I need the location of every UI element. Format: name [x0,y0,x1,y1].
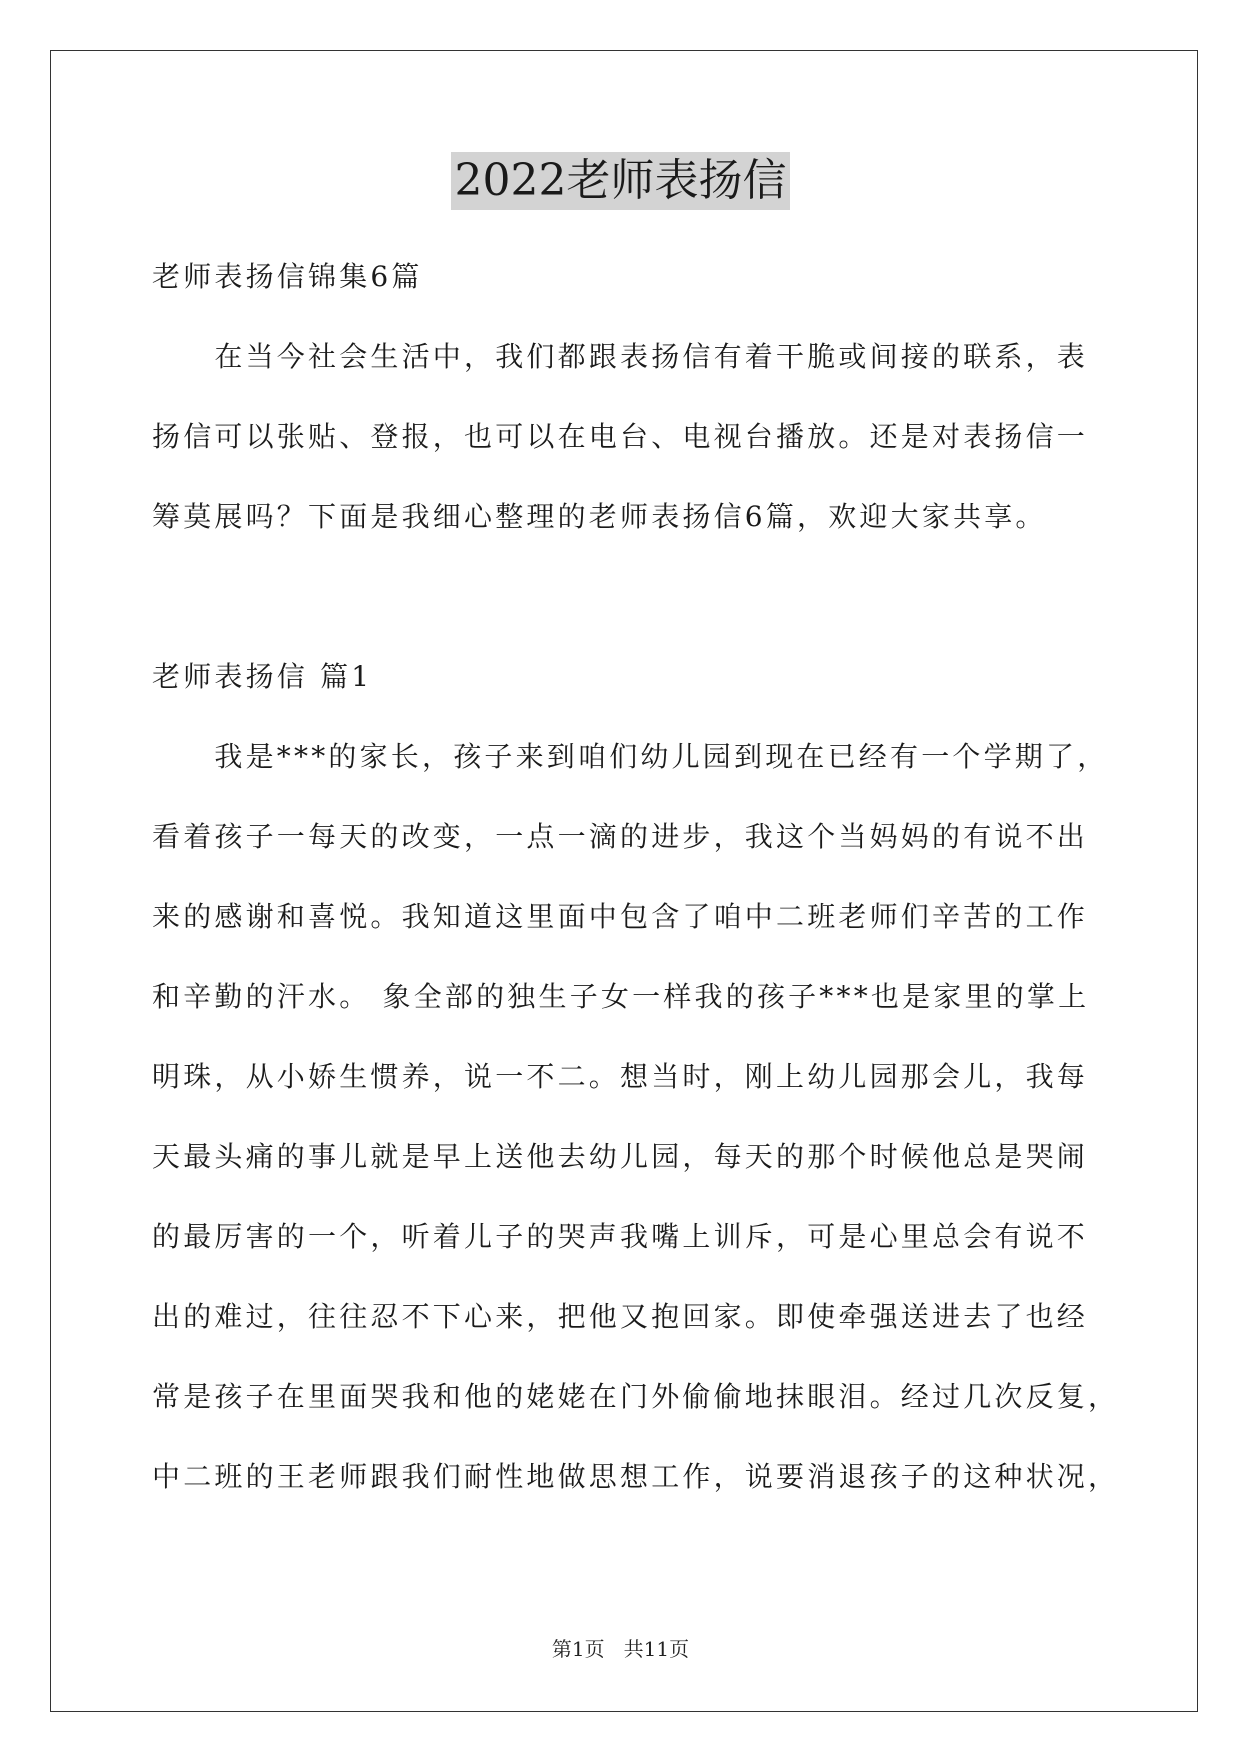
body-line: 看着孩子一每天的改变，一点一滴的进步，我这个当妈妈的有说不出 [152,820,1089,853]
body-line: 中二班的王老师跟我们耐性地做思想工作，说要消退孩子的这种状况， [152,1460,1120,1493]
body-line: 出的难过，往往忍不下心来，把他又抱回家。即使牵强送进去了也经 [152,1300,1089,1333]
title-container [0,152,1241,210]
subtitle-line: 老师表扬信锦集6篇 [152,260,423,293]
body-line: 的最厉害的一个，听着儿子的哭声我嘴上训斥，可是心里总会有说不 [152,1220,1089,1253]
blank-line [152,557,1088,637]
body-line: 我是***的家长，孩子来到咱们幼儿园到现在已经有一个学期了， [152,740,1109,773]
body-line: 和辛勤的汗水。 象全部的独生子女一样我的孩子***也是家里的掌上 [152,980,1090,1013]
body-line: 来的感谢和喜悦。我知道这里面中包含了咱中二班老师们辛苦的工作 [152,900,1089,933]
body-line: 扬信可以张贴、登报，也可以在电台、电视台播放。还是对表扬信一 [152,420,1089,453]
document-title: 2022老师表扬信 [451,152,791,210]
body-line: 在当今社会生活中，我们都跟表扬信有着干脆或间接的联系，表 [152,340,1089,373]
body-line: 天最头痛的事儿就是早上送他去幼儿园，每天的那个时候他总是哭闹 [152,1140,1089,1173]
document-body [152,237,1120,1517]
page-footer: 第1页 共11页 [551,1637,690,1661]
body-line: 常是孩子在里面哭我和他的姥姥在门外偷偷地抹眼泪。经过几次反复， [152,1380,1120,1413]
section-heading: 老师表扬信 篇1 [152,660,373,693]
body-line: 筹莫展吗？下面是我细心整理的老师表扬信6篇，欢迎大家共享。 [152,500,1047,533]
body-line: 明珠，从小娇生惯养，说一不二。想当时，刚上幼儿园那会儿，我每 [152,1060,1089,1093]
